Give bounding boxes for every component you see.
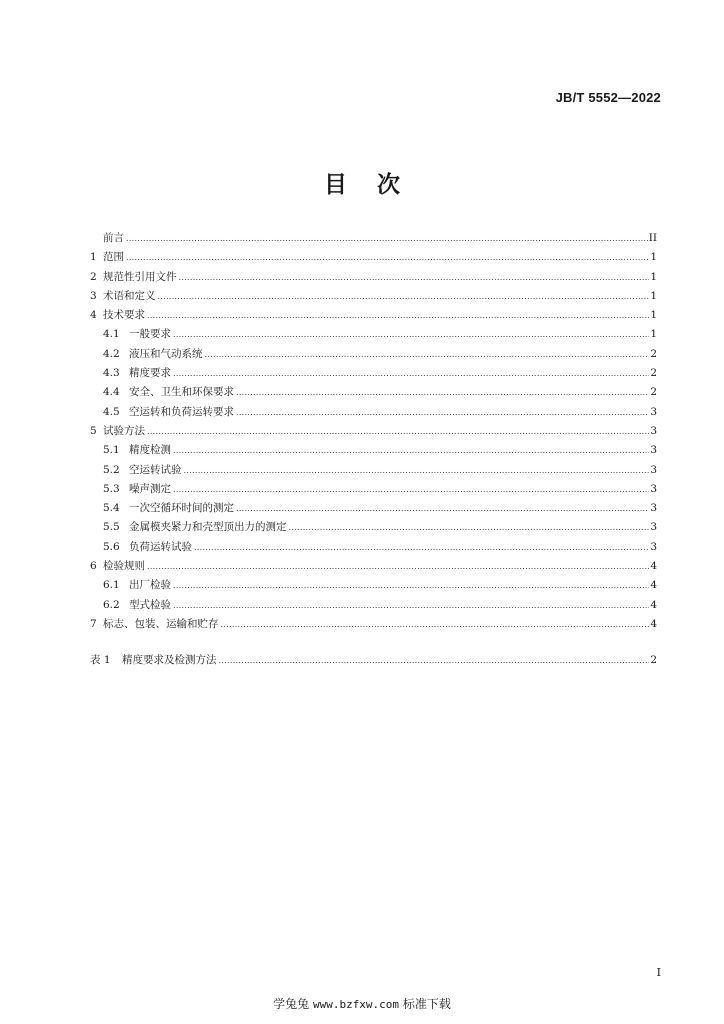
toc-entry-number: 4.5 <box>103 405 120 418</box>
toc-entry[interactable] <box>90 422 657 441</box>
toc-dot-leader <box>194 538 649 557</box>
footer-tagline: 标准下载 <box>402 997 451 1011</box>
toc-entry-number: 5.4 <box>103 502 120 515</box>
toc-entry[interactable] <box>90 615 657 634</box>
toc-entry-number: 5.2 <box>103 463 120 476</box>
toc-entry-number: 5.6 <box>103 540 120 553</box>
toc-entry-number: 4.1 <box>103 328 120 341</box>
toc-entry-label: 一般要求 <box>129 328 171 341</box>
toc-entry-label: 空运转和负荷运转要求 <box>129 405 234 418</box>
toc-dot-leader <box>173 576 649 595</box>
toc-entry[interactable] <box>90 499 657 518</box>
toc-entry-number: 2 <box>90 270 97 283</box>
toc-entry-page: 3 <box>650 482 657 495</box>
toc-dot-leader <box>158 287 650 306</box>
toc-entry-page: 4 <box>650 598 657 611</box>
toc-dot-leader <box>184 461 650 480</box>
toc-entry-label: 前言 <box>103 232 124 244</box>
toc-entry[interactable] <box>90 383 657 402</box>
toc-entry-number: 4 <box>90 309 97 322</box>
toc-entry-label: 噪声测定 <box>129 482 171 495</box>
toc-entry-label: 型式检验 <box>129 598 171 611</box>
toc-entry-page: 1 <box>650 289 657 302</box>
toc-entry-page: 3 <box>650 540 657 553</box>
footer-site-name: 学兔兔 <box>273 997 310 1011</box>
toc-dot-leader <box>173 596 649 615</box>
toc-dot-leader <box>205 345 650 364</box>
toc-entry[interactable] <box>90 480 657 499</box>
toc-entry-number: 4.4 <box>103 386 120 399</box>
table-entry-number: 表 1 <box>90 654 111 667</box>
toc-dot-leader <box>147 557 649 576</box>
table-entry-label: 精度要求及检测方法 <box>122 654 217 667</box>
table-of-contents <box>90 229 657 671</box>
toc-dot-leader <box>173 364 649 383</box>
toc-entry-label: 负荷运转试验 <box>129 540 192 553</box>
toc-dot-leader <box>147 306 649 325</box>
toc-entry[interactable] <box>90 576 657 595</box>
toc-entry-label: 空运转试验 <box>129 463 182 476</box>
toc-entry-label: 精度要求 <box>129 367 171 380</box>
toc-dot-leader <box>236 403 649 422</box>
toc-entry-label: 标志、包装、运输和贮存 <box>103 617 219 630</box>
toc-dot-leader <box>173 325 649 344</box>
toc-entry-label: 术语和定义 <box>103 289 156 302</box>
toc-entry-page: 1 <box>650 309 657 322</box>
toc-entry-label: 液压和气动系统 <box>129 347 203 360</box>
toc-entry-page: 3 <box>650 463 657 476</box>
document-code: JB/T 5552—2022 <box>555 90 661 105</box>
toc-entry-label: 出厂检验 <box>129 579 171 592</box>
toc-entry-page: 2 <box>650 386 657 399</box>
toc-entry-page: 3 <box>650 424 657 437</box>
toc-entry-label: 一次空循环时间的测定 <box>129 502 234 515</box>
toc-entry[interactable] <box>90 229 657 248</box>
toc-entry[interactable] <box>90 596 657 615</box>
toc-entry-label: 检验规则 <box>103 560 145 573</box>
toc-dot-leader <box>126 248 649 267</box>
page-title: 目次 <box>324 172 430 198</box>
toc-dot-leader <box>173 441 649 460</box>
toc-entry-label: 技术要求 <box>103 309 145 322</box>
table-list <box>90 651 657 670</box>
table-entry[interactable] <box>90 651 657 670</box>
toc-entry-page: 3 <box>650 521 657 534</box>
toc-dot-leader <box>179 268 650 287</box>
toc-entry-page: 3 <box>650 405 657 418</box>
toc-entries <box>90 229 657 634</box>
toc-entry[interactable] <box>90 248 657 267</box>
toc-entry[interactable] <box>90 325 657 344</box>
toc-entry-label: 精度检测 <box>129 444 171 457</box>
toc-entry[interactable] <box>90 538 657 557</box>
toc-entry-label: 范围 <box>103 251 124 264</box>
toc-entry[interactable] <box>90 518 657 537</box>
toc-entry-number: 5 <box>90 424 97 437</box>
toc-entry-page: 1 <box>650 328 657 341</box>
toc-entry-number: 5.5 <box>103 521 120 534</box>
toc-dot-leader <box>173 480 649 499</box>
toc-entry-label: 安全、卫生和环保要求 <box>129 386 234 399</box>
toc-entry[interactable] <box>90 364 657 383</box>
toc-entry-page: 3 <box>650 502 657 515</box>
toc-entry-number: 7 <box>90 617 97 630</box>
toc-entry-number: 6 <box>90 560 97 573</box>
footer <box>0 995 724 1012</box>
toc-entry-page: 4 <box>650 617 657 630</box>
footer-url[interactable]: www.bzfxw.com <box>312 998 400 1011</box>
toc-entry-page: 4 <box>650 579 657 592</box>
toc-entry-number: 5.3 <box>103 482 120 495</box>
toc-entry-number: 1 <box>90 251 97 264</box>
toc-entry-page: 4 <box>650 560 657 573</box>
toc-entry[interactable] <box>90 268 657 287</box>
toc-entry-number: 5.1 <box>103 444 120 457</box>
toc-entry-page: 2 <box>650 367 657 380</box>
toc-gap <box>90 634 657 651</box>
toc-entry-number: 4.3 <box>103 367 120 380</box>
toc-entry[interactable] <box>90 306 657 325</box>
toc-dot-leader <box>219 651 650 670</box>
toc-entry[interactable] <box>90 461 657 480</box>
page-number: I <box>656 966 661 979</box>
toc-dot-leader <box>236 383 649 402</box>
toc-entry[interactable] <box>90 557 657 576</box>
toc-entry-number: 4.2 <box>103 347 120 360</box>
toc-entry-number: 6.1 <box>103 579 120 592</box>
toc-entry-page: 3 <box>650 444 657 457</box>
toc-entry-label: 金属模夹紧力和壳型顶出力的测定 <box>129 521 287 534</box>
toc-entry-page: II <box>648 232 657 244</box>
toc-entry-number: 3 <box>90 289 97 302</box>
toc-entry[interactable] <box>90 403 657 422</box>
toc-dot-leader <box>126 229 648 248</box>
toc-dot-leader <box>289 518 650 537</box>
toc-entry[interactable] <box>90 441 657 460</box>
toc-entry-label: 规范性引用文件 <box>103 270 177 283</box>
toc-dot-leader <box>147 422 649 441</box>
toc-entry[interactable] <box>90 345 657 364</box>
toc-dot-leader <box>221 615 650 634</box>
toc-entry-number: 6.2 <box>103 598 120 611</box>
toc-dot-leader <box>236 499 649 518</box>
toc-entry-page: 2 <box>650 347 657 360</box>
toc-entry-page: 1 <box>650 251 657 264</box>
toc-entry[interactable] <box>90 287 657 306</box>
table-entry-page: 2 <box>650 654 657 667</box>
toc-entry-page: 1 <box>650 270 657 283</box>
toc-entry-label: 试验方法 <box>103 424 145 437</box>
